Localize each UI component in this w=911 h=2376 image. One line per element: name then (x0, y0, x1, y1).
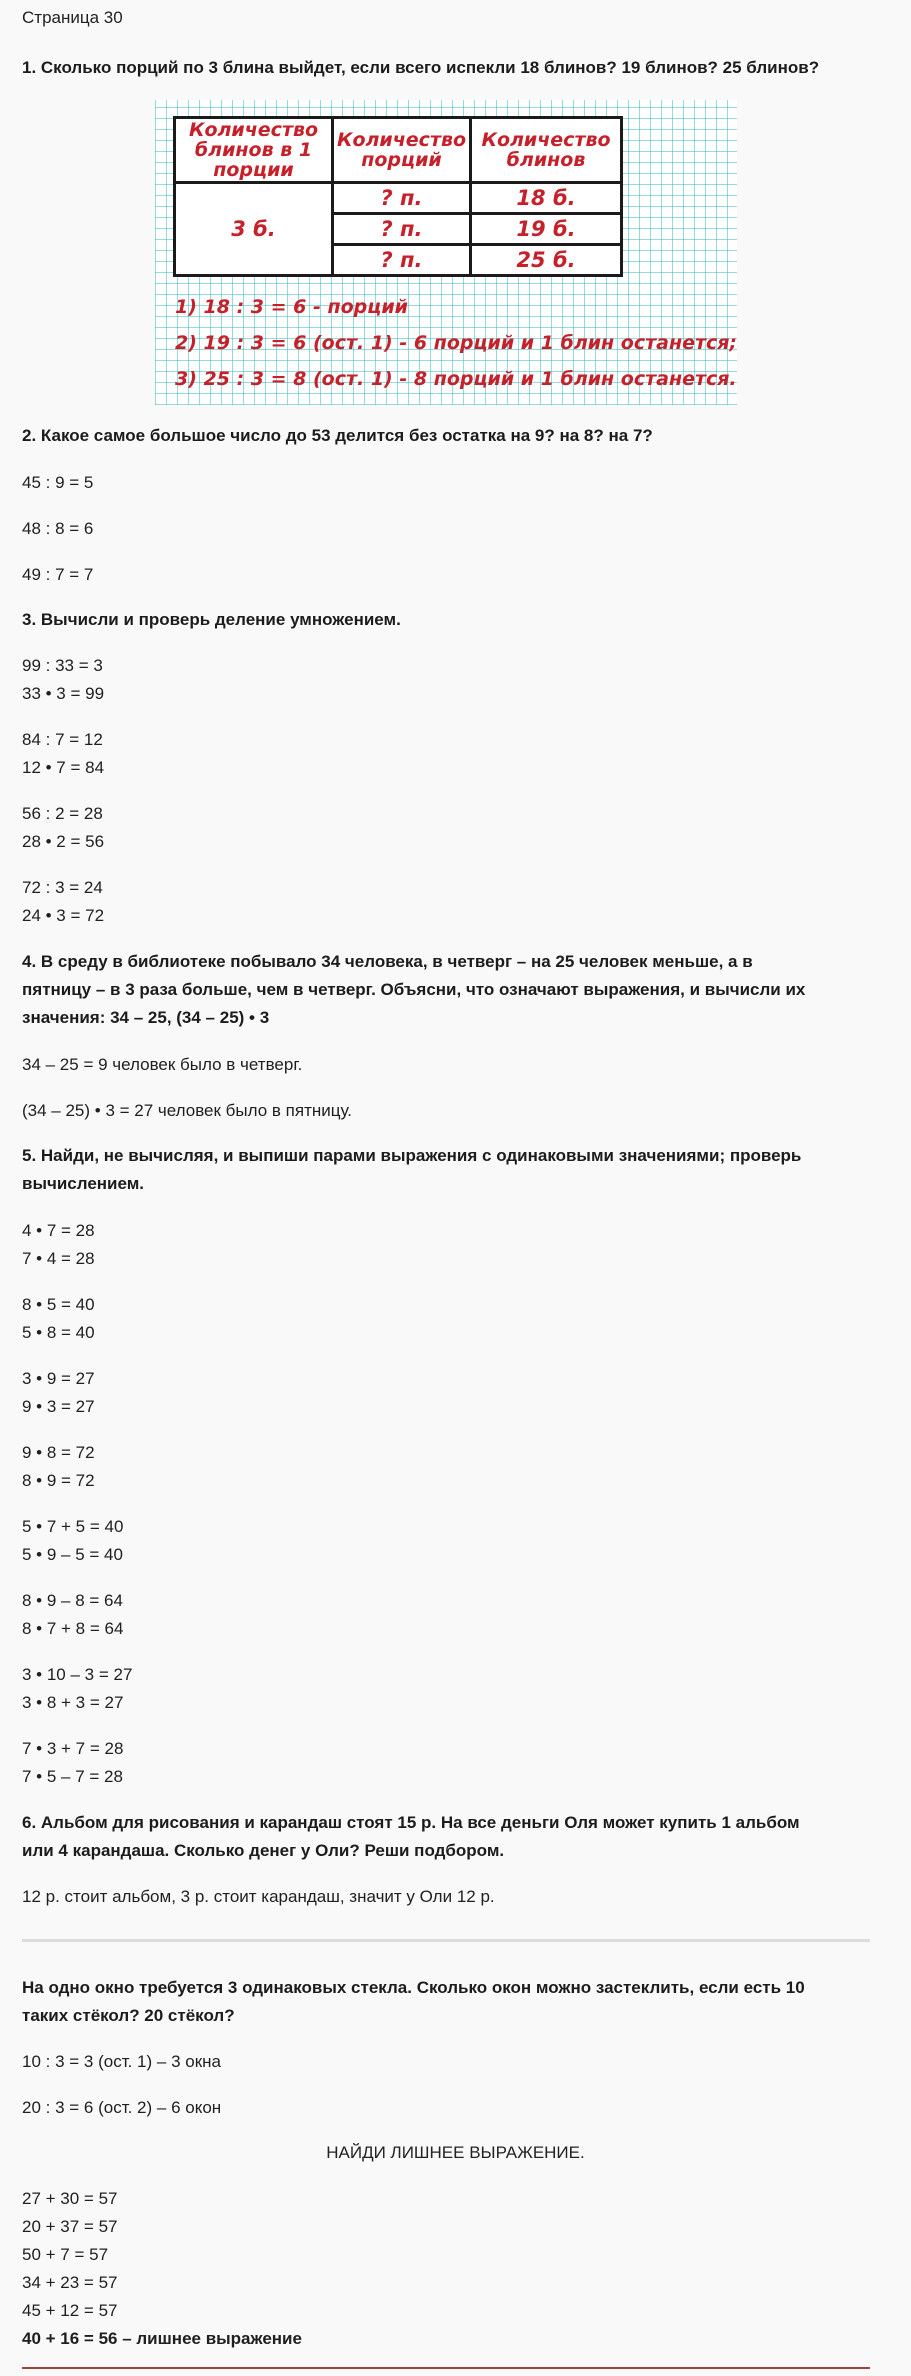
answer-line: 12 • 7 = 84 (22, 758, 105, 777)
answer-line: 8 • 7 + 8 = 64 (22, 1619, 124, 1638)
answer-line: 84 : 7 = 12 (22, 730, 103, 749)
answer-line: 27 + 30 = 57 (22, 2189, 118, 2208)
task5-question-line: 5. Найди, не вычисляя, и выпиши парами выражения с одинаковыми значениями; проверь (22, 1146, 802, 1165)
table-cell-portions: ? п. (333, 245, 471, 276)
answer-line: 20 : 3 = 6 (ост. 2) – 6 окон (22, 2098, 222, 2117)
table-header-portions: Количество порций (333, 118, 471, 183)
table-cell-portions: ? п. (333, 183, 471, 214)
table-cell-total: 18 б. (471, 183, 622, 214)
page-title: Страница 30 (22, 8, 123, 27)
answer-line: 8 • 5 = 40 (22, 1295, 95, 1314)
section-divider (22, 1939, 870, 1942)
answer-line: 4 • 7 = 28 (22, 1221, 95, 1240)
answer-line: 9 • 3 = 27 (22, 1397, 95, 1416)
task5-question-line: вычислением. (22, 1174, 145, 1193)
answer-line: 12 р. стоит альбом, 3 р. стоит карандаш, значит у Оли 12 р. (22, 1887, 495, 1906)
answer-line: 45 : 9 = 5 (22, 473, 94, 492)
table-cell-portions: ? п. (333, 214, 471, 245)
answer-line: 9 • 8 = 72 (22, 1443, 95, 1462)
task4-question-line: значения: 34 – 25, (34 – 25) • 3 (22, 1008, 270, 1027)
answer-line: 7 • 4 = 28 (22, 1249, 95, 1268)
answer-line: 20 + 37 = 57 (22, 2217, 118, 2236)
answer-line: 8 • 9 – 8 = 64 (22, 1591, 123, 1610)
table-header-per-portion: Количество блинов в 1 порции (175, 118, 333, 183)
answer-line: 3 • 10 – 3 = 27 (22, 1665, 133, 1684)
table-header-total: Количество блинов (471, 118, 622, 183)
task6-question-line: 6. Альбом для рисования и карандаш стоят 15 р. На все деньги Оля может купить 1 альбом (22, 1813, 800, 1832)
answer-line: 5 • 7 + 5 = 40 (22, 1517, 124, 1536)
answer-line: 34 + 23 = 57 (22, 2273, 118, 2292)
task1-table (173, 116, 623, 277)
answer-line: 56 : 2 = 28 (22, 804, 103, 823)
answer-line: 99 : 33 = 3 (22, 656, 103, 675)
answer-line: 10 : 3 = 3 (ост. 1) – 3 окна (22, 2052, 221, 2071)
task3-question: 3. Вычисли и проверь деление умножением. (22, 610, 401, 629)
solution-line: 2) 19 : 3 = 6 (ост. 1) - 6 порций и 1 блин останется; (175, 332, 738, 354)
answer-line: 5 • 8 = 40 (22, 1323, 95, 1342)
odd-one-heading: НАЙДИ ЛИШНЕЕ ВЫРАЖЕНИЕ. (326, 2143, 585, 2162)
answer-line: 7 • 5 – 7 = 28 (22, 1767, 123, 1786)
answer-line: 3 • 8 + 3 = 27 (22, 1693, 124, 1712)
answer-line: 33 • 3 = 99 (22, 684, 105, 703)
answer-line: 48 : 8 = 6 (22, 519, 94, 538)
extra-question-line: На одно окно требуется 3 одинаковых стекла. Сколько окон можно застеклить, если есть 10 (22, 1978, 805, 1997)
answer-line: 50 + 7 = 57 (22, 2245, 109, 2264)
bottom-divider (22, 2367, 870, 2369)
answer-line: 28 • 2 = 56 (22, 832, 105, 851)
answer-line: 72 : 3 = 24 (22, 878, 103, 897)
answer-line: 49 : 7 = 7 (22, 565, 94, 584)
table-cell-total: 19 б. (471, 214, 622, 245)
answer-line: 24 • 3 = 72 (22, 906, 105, 925)
answer-line: 8 • 9 = 72 (22, 1471, 95, 1490)
task1-illustration (155, 100, 737, 405)
task4-question-line: пятницу – в 3 раза больше, чем в четверг. Объясни, что означают выражения, и вычисли их (22, 980, 806, 999)
task4-question-line: 4. В среду в библиотеке побывало 34 человека, в четверг – на 25 человек меньше, а в (22, 952, 753, 971)
task6-question-line: или 4 карандаша. Сколько денег у Оли? Реши подбором. (22, 1841, 505, 1860)
answer-line: 7 • 3 + 7 = 28 (22, 1739, 124, 1758)
answer-line: 45 + 12 = 57 (22, 2301, 118, 2320)
answer-line: 3 • 9 = 27 (22, 1369, 95, 1388)
odd-one-answer: 40 + 16 = 56 – лишнее выражение (22, 2329, 302, 2348)
extra-question-line: таких стёкол? 20 стёкол? (22, 2006, 235, 2025)
table-cell-total: 25 б. (471, 245, 622, 276)
task1-question: 1. Сколько порций по 3 блина выйдет, если всего испекли 18 блинов? 19 блинов? 25 блинов? (22, 58, 820, 77)
solution-line: 1) 18 : 3 = 6 - порций (175, 296, 408, 318)
answer-line: 5 • 9 – 5 = 40 (22, 1545, 123, 1564)
answer-line: (34 – 25) • 3 = 27 человек было в пятницу. (22, 1101, 353, 1120)
table-cell-per-portion: 3 б. (175, 183, 333, 276)
task2-question: 2. Какое самое большое число до 53 делится без остатка на 9? на 8? на 7? (22, 426, 653, 445)
solution-line: 3) 25 : 3 = 8 (ост. 1) - 8 порций и 1 блин останется. (175, 368, 737, 390)
answer-line: 34 – 25 = 9 человек было в четверг. (22, 1055, 303, 1074)
